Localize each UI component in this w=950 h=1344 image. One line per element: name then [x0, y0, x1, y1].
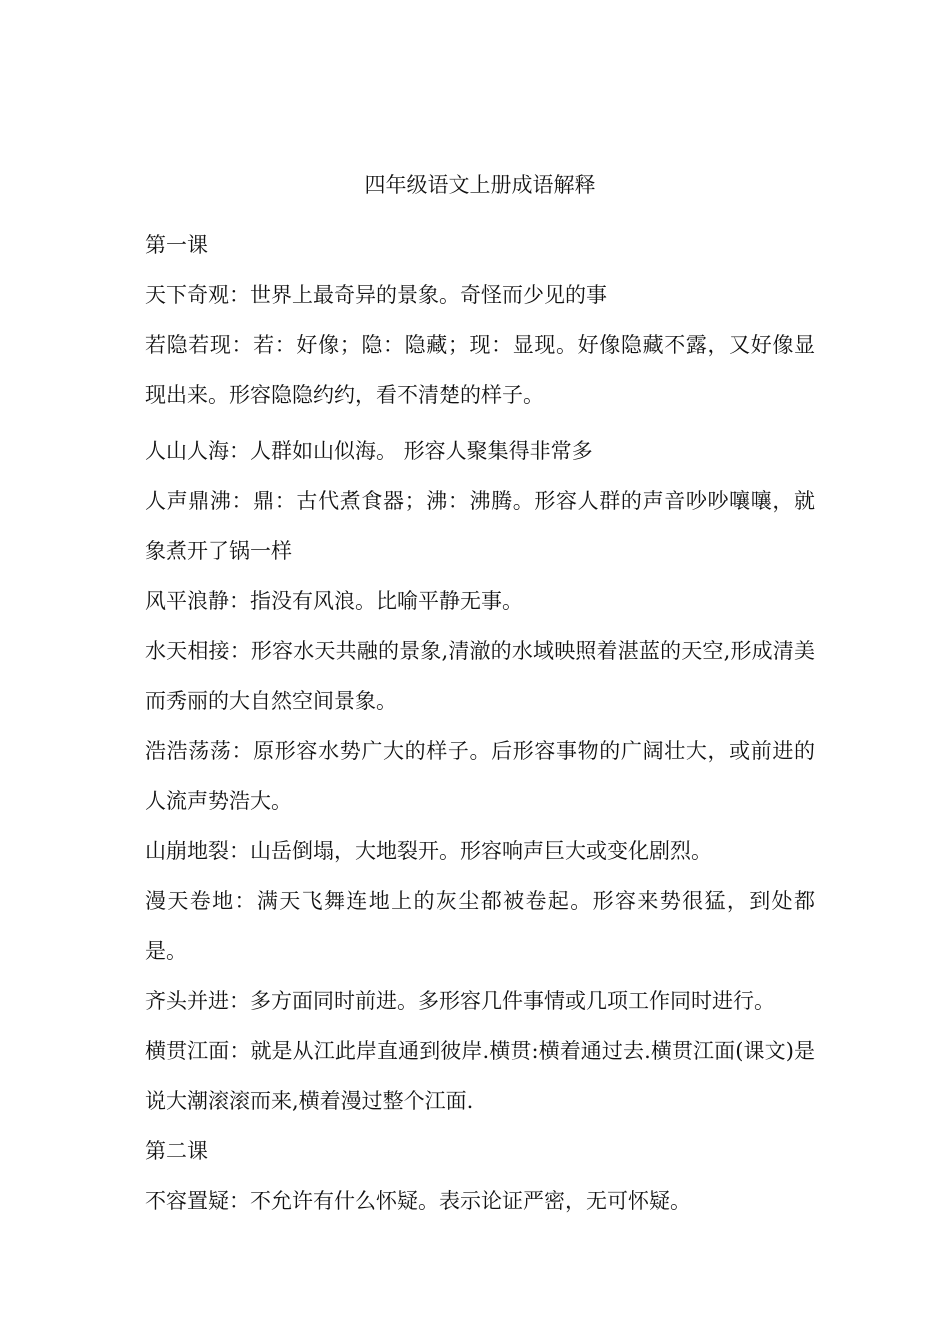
idiom-entry: 浩浩荡荡：原形容水势广大的样子。后形容事物的广阔壮大，或前进的人流声势浩大。 [145, 739, 815, 813]
idiom-entry: 不容置疑：不允许有什么怀疑。表示论证严密，无可怀疑。 [145, 1189, 691, 1213]
idiom-entry: 天下奇观：世界上最奇异的景象。奇怪而少见的事 [145, 283, 607, 307]
idiom-entry: 漫天卷地：满天飞舞连地上的灰尘都被卷起。形容来势很猛，到处都是。 [145, 889, 815, 963]
lesson-heading-1: 第一课 [145, 233, 208, 257]
idiom-entry: 水天相接：形容水天共融的景象,清澈的水域映照着湛蓝的天空,形成清美而秀丽的大自然空间景象。 [145, 639, 815, 713]
idiom-entry: 人声鼎沸：鼎：古代煮食器；沸：沸腾。形容人群的声音吵吵嚷嚷，就象煮开了锅一样 [145, 489, 815, 563]
lesson-heading-2: 第二课 [145, 1139, 208, 1163]
idiom-entry: 齐头并进：多方面同时前进。多形容几件事情或几项工作同时进行。 [145, 989, 775, 1013]
document-page [145, 170, 815, 1226]
idiom-entry: 风平浪静：指没有风浪。比喻平静无事。 [145, 589, 523, 613]
idiom-entry: 若隐若现：若：好像；隐：隐藏；现：显现。好像隐藏不露，又好像显现出来。形容隐隐约约，看不清楚的样子。 [145, 333, 815, 407]
document-title: 四年级语文上册成语解释 [364, 173, 596, 197]
idiom-entry: 横贯江面：就是从江此岸直通到彼岸.横贯:横着通过去.横贯江面(课文)是说大潮滚滚而来,横着漫过整个江面. [145, 1039, 815, 1113]
idiom-entry: 人山人海：人群如山似海。 形容人聚集得非常多 [145, 439, 593, 463]
idiom-entry: 山崩地裂：山岳倒塌，大地裂开。形容响声巨大或变化剧烈。 [145, 839, 712, 863]
